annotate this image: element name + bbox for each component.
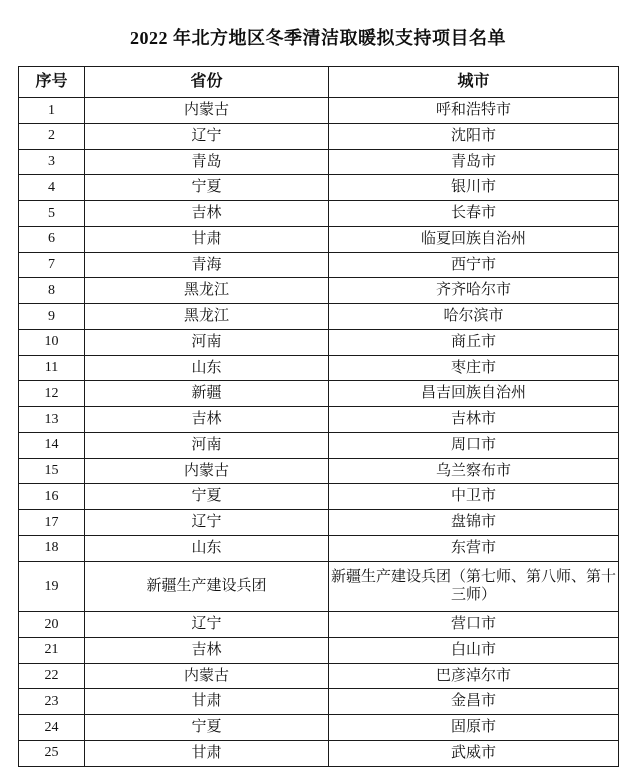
cell-city: 枣庄市 <box>329 355 619 381</box>
table-header-row <box>19 67 619 98</box>
table-row <box>19 329 619 355</box>
table-row <box>19 201 619 227</box>
cell-city: 中卫市 <box>329 484 619 510</box>
cell-city: 呼和浩特市 <box>329 98 619 124</box>
cell-city: 盘锦市 <box>329 510 619 536</box>
cell-no: 25 <box>19 740 85 766</box>
cell-province: 内蒙古 <box>85 663 329 689</box>
cell-city: 新疆生产建设兵团（第七师、第八师、第十三师） <box>329 561 619 612</box>
cell-province: 甘肃 <box>85 740 329 766</box>
cell-province: 青岛 <box>85 149 329 175</box>
cell-province: 甘肃 <box>85 226 329 252</box>
cell-city: 商丘市 <box>329 329 619 355</box>
table-row <box>19 484 619 510</box>
cell-no: 22 <box>19 663 85 689</box>
cell-no: 5 <box>19 201 85 227</box>
table-row <box>19 355 619 381</box>
cell-city: 巴彦淖尔市 <box>329 663 619 689</box>
table-row <box>19 561 619 612</box>
table-row <box>19 123 619 149</box>
cell-city: 齐齐哈尔市 <box>329 278 619 304</box>
cell-no: 6 <box>19 226 85 252</box>
cell-city: 乌兰察布市 <box>329 458 619 484</box>
cell-province: 宁夏 <box>85 715 329 741</box>
cell-province: 辽宁 <box>85 123 329 149</box>
table-body <box>19 98 619 767</box>
cell-city: 临夏回族自治州 <box>329 226 619 252</box>
cell-city: 固原市 <box>329 715 619 741</box>
table-row <box>19 278 619 304</box>
cell-city: 东营市 <box>329 535 619 561</box>
table-row <box>19 458 619 484</box>
cell-city: 白山市 <box>329 637 619 663</box>
table-row <box>19 689 619 715</box>
cell-city: 哈尔滨市 <box>329 304 619 330</box>
cell-province: 河南 <box>85 432 329 458</box>
cell-no: 21 <box>19 637 85 663</box>
cell-city: 武威市 <box>329 740 619 766</box>
table-row <box>19 226 619 252</box>
cell-province: 山东 <box>85 535 329 561</box>
cell-city: 沈阳市 <box>329 123 619 149</box>
cell-no: 8 <box>19 278 85 304</box>
table-row <box>19 510 619 536</box>
cell-no: 7 <box>19 252 85 278</box>
column-header-no: 序号 <box>19 67 85 98</box>
cell-no: 14 <box>19 432 85 458</box>
cell-no: 3 <box>19 149 85 175</box>
table-row <box>19 612 619 638</box>
cell-no: 24 <box>19 715 85 741</box>
cell-no: 20 <box>19 612 85 638</box>
table-row <box>19 175 619 201</box>
cell-province: 青海 <box>85 252 329 278</box>
cell-province: 吉林 <box>85 407 329 433</box>
table-row <box>19 740 619 766</box>
table-container <box>0 66 636 767</box>
table-row <box>19 535 619 561</box>
table-row <box>19 432 619 458</box>
cell-province: 宁夏 <box>85 175 329 201</box>
cell-province: 新疆 <box>85 381 329 407</box>
cell-city: 营口市 <box>329 612 619 638</box>
cell-no: 18 <box>19 535 85 561</box>
column-header-city: 城市 <box>329 67 619 98</box>
cell-city: 银川市 <box>329 175 619 201</box>
cell-province: 宁夏 <box>85 484 329 510</box>
cell-province: 辽宁 <box>85 612 329 638</box>
cell-no: 13 <box>19 407 85 433</box>
cell-province: 新疆生产建设兵团 <box>85 561 329 612</box>
cell-no: 12 <box>19 381 85 407</box>
cell-province: 河南 <box>85 329 329 355</box>
table-row <box>19 637 619 663</box>
cell-province: 山东 <box>85 355 329 381</box>
cell-no: 10 <box>19 329 85 355</box>
cell-province: 内蒙古 <box>85 458 329 484</box>
cell-province: 吉林 <box>85 637 329 663</box>
cell-province: 内蒙古 <box>85 98 329 124</box>
cell-province: 辽宁 <box>85 510 329 536</box>
table-row <box>19 715 619 741</box>
cell-no: 17 <box>19 510 85 536</box>
cell-province: 黑龙江 <box>85 278 329 304</box>
cell-city: 金昌市 <box>329 689 619 715</box>
cell-no: 16 <box>19 484 85 510</box>
table-row <box>19 663 619 689</box>
cell-province: 吉林 <box>85 201 329 227</box>
table-row <box>19 381 619 407</box>
cell-city: 西宁市 <box>329 252 619 278</box>
cell-no: 23 <box>19 689 85 715</box>
cell-city: 周口市 <box>329 432 619 458</box>
cell-province: 甘肃 <box>85 689 329 715</box>
table-row <box>19 98 619 124</box>
table-header <box>19 67 619 98</box>
cell-no: 4 <box>19 175 85 201</box>
project-list-table <box>18 66 619 767</box>
table-row <box>19 304 619 330</box>
cell-city: 昌吉回族自治州 <box>329 381 619 407</box>
cell-city: 长春市 <box>329 201 619 227</box>
table-row <box>19 407 619 433</box>
cell-no: 2 <box>19 123 85 149</box>
cell-no: 19 <box>19 561 85 612</box>
cell-city: 青岛市 <box>329 149 619 175</box>
cell-no: 11 <box>19 355 85 381</box>
table-row <box>19 149 619 175</box>
cell-city: 吉林市 <box>329 407 619 433</box>
cell-province: 黑龙江 <box>85 304 329 330</box>
table-row <box>19 252 619 278</box>
page-title: 2022 年北方地区冬季清洁取暖拟支持项目名单 <box>130 28 506 48</box>
cell-no: 1 <box>19 98 85 124</box>
column-header-province: 省份 <box>85 67 329 98</box>
cell-no: 9 <box>19 304 85 330</box>
cell-no: 15 <box>19 458 85 484</box>
